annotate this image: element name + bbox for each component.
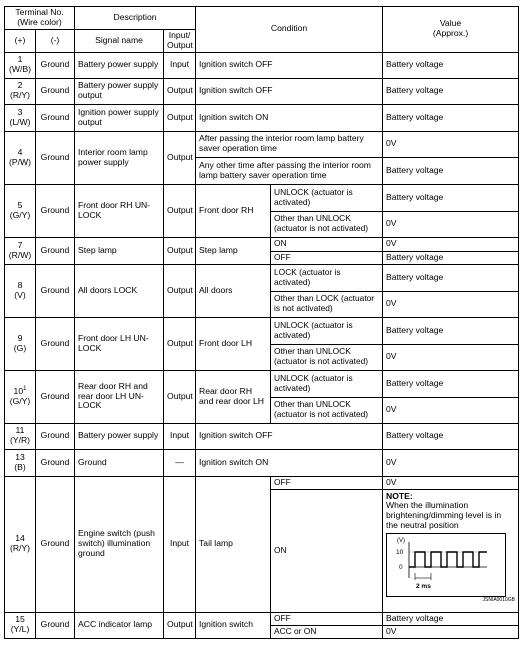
waveform-y-high: 10 [396, 549, 404, 556]
io-cell: Output [164, 317, 196, 370]
minus-cell: Ground [36, 131, 75, 184]
signal-cell: Rear door RH and rear door LH UN-LOCK [75, 370, 164, 423]
header-description: Description [75, 7, 196, 30]
value-cell: 0V [383, 211, 519, 237]
condition-cell: Ignition switch ON [196, 104, 383, 131]
sub-condition-cell: Other than UNLOCK (actuator is not activated) [271, 397, 383, 423]
waveform-figure [386, 533, 506, 597]
terminal-cell: 2 (R/Y) [5, 78, 36, 104]
io-cell: Input [164, 52, 196, 78]
minus-cell: Ground [36, 264, 75, 317]
value-cell: 0V [383, 237, 519, 251]
waveform-graph [387, 534, 505, 596]
condition-cell: Tail lamp [196, 476, 271, 612]
io-cell: Output [164, 184, 196, 237]
header-value: Value (Approx.) [383, 7, 519, 53]
sub-condition-cell: ON [271, 237, 383, 251]
value-cell: 0V [383, 476, 519, 489]
header-plus: (+) [5, 29, 36, 52]
signal-cell: Battery power supply [75, 423, 164, 449]
sub-condition-cell: Other than UNLOCK (actuator is not activated) [271, 344, 383, 370]
minus-cell: Ground [36, 52, 75, 78]
note-title: NOTE: [386, 490, 413, 501]
value-cell: Battery voltage [383, 52, 519, 78]
io-cell: Output [164, 104, 196, 131]
value-cell: 0V [383, 291, 519, 317]
sub-condition-cell: UNLOCK (actuator is activated) [271, 370, 383, 397]
terminal-cell: 1 (W/B) [5, 52, 36, 78]
io-cell: Output [164, 237, 196, 264]
table-row [5, 237, 519, 251]
io-cell: Output [164, 78, 196, 104]
sub-condition-cell: ACC or ON [271, 625, 383, 638]
io-cell: Output [164, 612, 196, 638]
table-row [5, 423, 519, 449]
condition-cell: Step lamp [196, 237, 271, 264]
value-cell: Battery voltage [383, 612, 519, 625]
value-cell: 0V [383, 344, 519, 370]
sub-condition-cell: UNLOCK (actuator is activated) [271, 317, 383, 344]
header-signal-name: Signal name [75, 29, 164, 52]
value-cell: Battery voltage [383, 184, 519, 211]
io-cell: Output [164, 131, 196, 184]
minus-cell: Ground [36, 476, 75, 612]
waveform-trace [409, 552, 487, 567]
value-cell: 0V [383, 131, 519, 157]
terminal-spec-table [4, 6, 519, 639]
table-row [5, 264, 519, 291]
value-cell: 0V [383, 397, 519, 423]
signal-cell: Ignition power supply output [75, 104, 164, 131]
signal-cell: Front door LH UN-LOCK [75, 317, 164, 370]
waveform-y-low: 0 [399, 564, 403, 571]
io-cell: Input [164, 423, 196, 449]
terminal-cell: $10^1$ (G/Y) [5, 370, 36, 423]
table-row [5, 78, 519, 104]
io-cell: Input [164, 476, 196, 612]
condition-cell: Ignition switch OFF [196, 52, 383, 78]
minus-cell: Ground [36, 370, 75, 423]
terminal-cell: 3 (L/W) [5, 104, 36, 131]
terminal-cell: 13 (B) [5, 449, 36, 476]
signal-cell: Ground [75, 449, 164, 476]
terminal-cell: 15 (Y/L) [5, 612, 36, 638]
terminal-cell: 14 (R/Y) [5, 476, 36, 612]
condition-cell: All doors [196, 264, 271, 317]
sub-condition-cell: OFF [271, 612, 383, 625]
value-cell: Battery voltage [383, 104, 519, 131]
condition-cell: Ignition switch ON [196, 449, 383, 476]
waveform-unit: (V) [397, 538, 406, 544]
signal-cell: All doors LOCK [75, 264, 164, 317]
minus-cell: Ground [36, 317, 75, 370]
table-row [5, 476, 519, 489]
terminal-cell: 4 (P/W) [5, 131, 36, 184]
condition-cell: Ignition switch OFF [196, 423, 383, 449]
signal-cell: Battery power supply [75, 52, 164, 78]
table-row [5, 612, 519, 625]
header-terminal: Terminal No. (Wire color) [5, 7, 75, 30]
minus-cell: Ground [36, 423, 75, 449]
table-row [5, 370, 519, 397]
condition-cell: Ignition switch [196, 612, 271, 638]
value-cell: Battery voltage [383, 317, 519, 344]
signal-cell: Front door RH UN-LOCK [75, 184, 164, 237]
value-cell: Battery voltage [383, 264, 519, 291]
sub-condition-cell: UNLOCK (actuator is activated) [271, 184, 383, 211]
sub-condition-cell: OFF [271, 476, 383, 489]
value-cell: Battery voltage [383, 370, 519, 397]
condition-cell: Front door RH [196, 184, 271, 237]
signal-cell: ACC indicator lamp [75, 612, 164, 638]
terminal-cell: 7 (R/W) [5, 237, 36, 264]
signal-cell: Engine switch (push switch) illumination ground [75, 476, 164, 612]
header-minus: (-) [36, 29, 75, 52]
terminal-cell: 8 (V) [5, 264, 36, 317]
value-cell: Battery voltage [383, 423, 519, 449]
minus-cell: Ground [36, 184, 75, 237]
sub-condition-cell: OFF [271, 251, 383, 264]
terminal-cell: 11 (Y/R) [5, 423, 36, 449]
condition-cell: Ignition switch OFF [196, 78, 383, 104]
value-cell: Battery voltage [383, 78, 519, 104]
condition-cell: Front door LH [196, 317, 271, 370]
signal-cell: Step lamp [75, 237, 164, 264]
table-row [5, 449, 519, 476]
value-cell: Battery voltage [383, 157, 519, 184]
value-cell: 0V [383, 449, 519, 476]
table-row [5, 104, 519, 131]
signal-cell: Interior room lamp power supply [75, 131, 164, 184]
value-cell: 0V [383, 625, 519, 638]
minus-cell: Ground [36, 449, 75, 476]
terminal-cell: 9 (G) [5, 317, 36, 370]
minus-cell: Ground [36, 78, 75, 104]
table-row [5, 317, 519, 344]
value-cell: Battery voltage [383, 251, 519, 264]
terminal-cell: 5 (G/Y) [5, 184, 36, 237]
table-row [5, 184, 519, 211]
note-text: When the illumination brightening/dimming level is in the neutral position [386, 500, 502, 531]
sub-condition-cell: ON [271, 489, 383, 612]
header-input-output: Input/ Output [164, 29, 196, 52]
table-row [5, 131, 519, 157]
io-cell: Output [164, 370, 196, 423]
value-note-cell [383, 489, 519, 612]
sub-condition-cell: LOCK (actuator is activated) [271, 264, 383, 291]
signal-cell: Battery power supply output [75, 78, 164, 104]
condition-cell: After passing the interior room lamp battery saver operation time [196, 131, 383, 157]
minus-cell: Ground [36, 237, 75, 264]
condition-cell: Rear door RH and rear door LH [196, 370, 271, 423]
sub-condition-cell: Other than LOCK (actuator is not activated) [271, 291, 383, 317]
io-cell: — [164, 449, 196, 476]
minus-cell: Ground [36, 104, 75, 131]
waveform-time: 2 ms [416, 583, 431, 590]
minus-cell: Ground [36, 612, 75, 638]
io-cell: Output [164, 264, 196, 317]
figure-code: JSNIA0010GB [482, 597, 516, 603]
table-row [5, 52, 519, 78]
condition-cell: Any other time after passing the interior room lamp battery saver operation time [196, 157, 383, 184]
header-condition: Condition [196, 7, 383, 53]
sub-condition-cell: Other than UNLOCK (actuator is not activated) [271, 211, 383, 237]
